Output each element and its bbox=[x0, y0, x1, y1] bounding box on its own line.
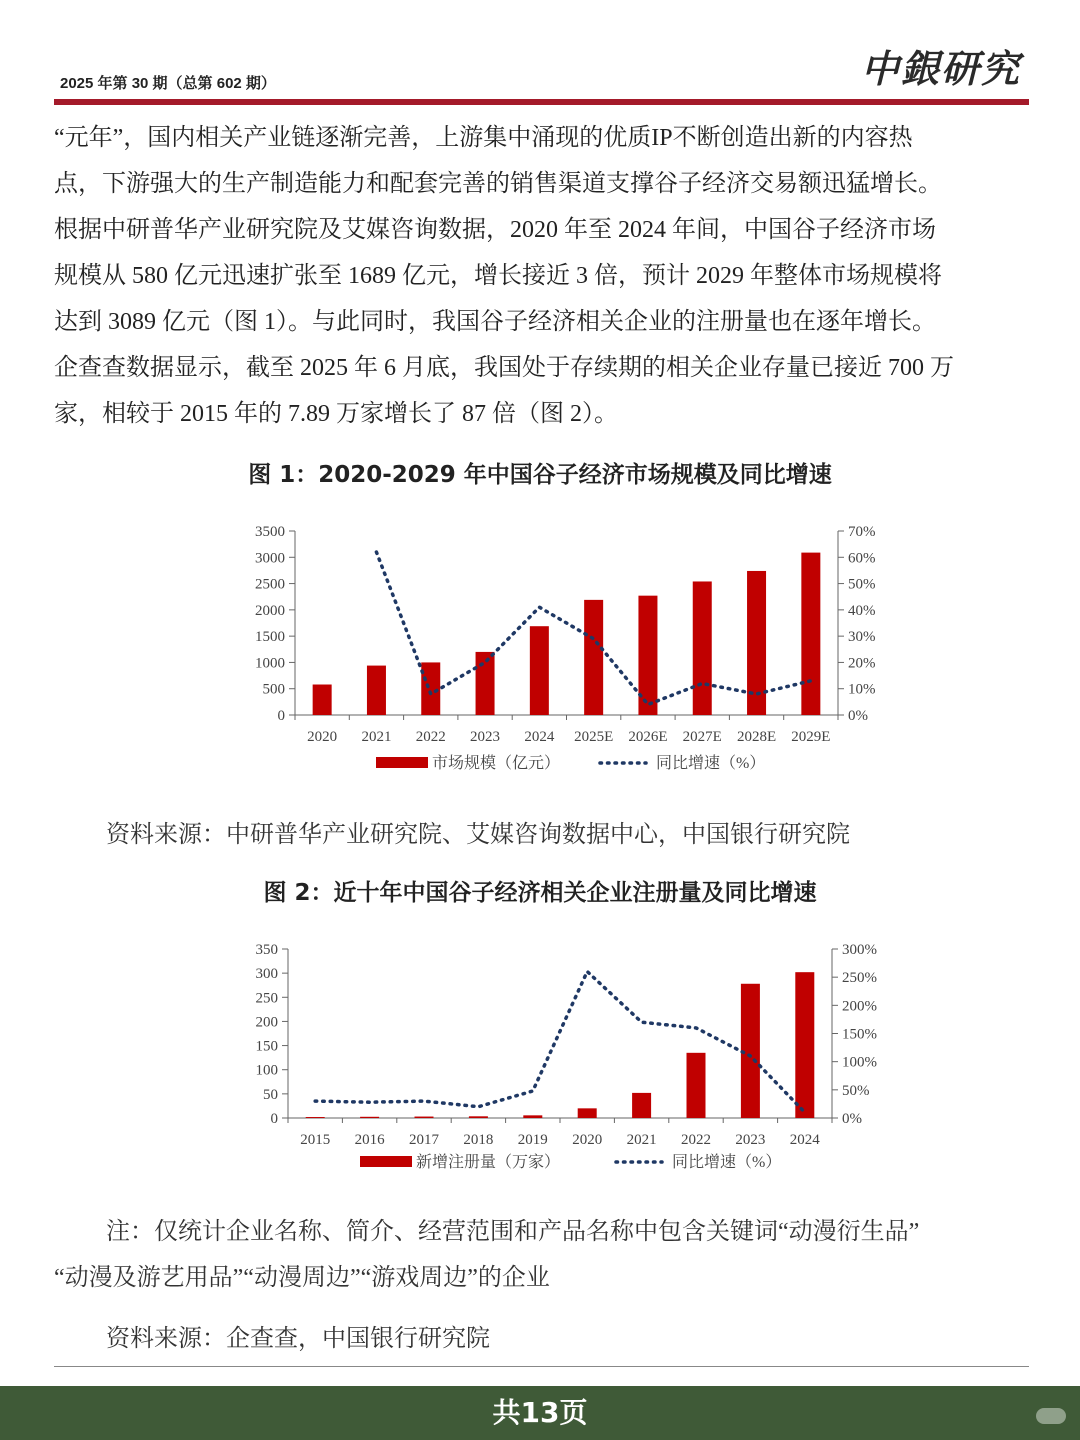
bar bbox=[421, 662, 440, 715]
y-left-tick-label: 50 bbox=[263, 1086, 278, 1103]
bar bbox=[306, 1117, 325, 1118]
y-left-tick-label: 500 bbox=[262, 681, 285, 698]
x-tick-label: 2019 bbox=[517, 1132, 548, 1148]
header-rule bbox=[54, 99, 1029, 105]
legend-line-label: 同比增速（%） bbox=[656, 755, 766, 772]
x-tick-label: 2018 bbox=[463, 1132, 494, 1148]
body-line: 根据中研普华产业研究院及艾媒咨询数据，2020 年至 2024 年间，中国谷子经济市场 bbox=[54, 217, 936, 243]
legend-line-label: 同比增速（%） bbox=[672, 1154, 782, 1171]
figure2-source: 资料来源：企查查，中国银行研究院 bbox=[106, 1326, 490, 1352]
legend-bar-label: 新增注册量（万家） bbox=[416, 1154, 561, 1171]
body-line: 达到 3089 亿元（图 1）。与此同时，我国谷子经济相关企业的注册量也在逐年增长。 bbox=[54, 309, 936, 335]
y-left-tick-label: 3000 bbox=[255, 550, 285, 567]
body-line: 企查查数据显示，截至 2025 年 6 月底，我国处于存续期的相关企业存量已接近 700 万 bbox=[54, 355, 954, 381]
y-right-tick-label: 50% bbox=[842, 1082, 870, 1099]
bar bbox=[360, 1117, 379, 1118]
y-right-tick-label: 20% bbox=[848, 655, 876, 672]
y-right-tick-label: 100% bbox=[842, 1054, 877, 1071]
x-tick-label: 2020 bbox=[572, 1132, 603, 1148]
growth-line bbox=[315, 972, 805, 1113]
y-left-tick-label: 350 bbox=[255, 942, 278, 958]
x-tick-label: 2020 bbox=[307, 729, 338, 745]
y-left-tick-label: 2500 bbox=[255, 576, 285, 593]
x-tick-label: 2021 bbox=[361, 729, 392, 745]
y-right-tick-label: 0% bbox=[848, 708, 868, 724]
note-line: “动漫及游艺用品”“动漫周边”“游戏周边”的企业 bbox=[54, 1265, 550, 1291]
y-right-tick-label: 250% bbox=[842, 970, 877, 987]
y-right-tick-label: 0% bbox=[842, 1111, 862, 1127]
legend-bar-label: 市场规模（亿元） bbox=[432, 755, 561, 772]
body-line: 家，相较于 2015 年的 7.89 万家增长了 87 倍（图 2）。 bbox=[54, 401, 618, 427]
x-tick-label: 2023 bbox=[735, 1132, 766, 1148]
figure2-note bbox=[54, 1209, 1029, 1301]
x-tick-label: 2017 bbox=[409, 1132, 439, 1148]
x-tick-label: 2027E bbox=[682, 729, 722, 745]
bar bbox=[367, 666, 386, 715]
y-right-tick-label: 200% bbox=[842, 998, 877, 1015]
issue-number: 2025 年第 30 期（总第 602 期） bbox=[60, 75, 276, 92]
brand-logo: 中銀研究 bbox=[860, 46, 1021, 91]
note-line: 注：仅统计企业名称、简介、经营范围和产品名称中包含关键词“动漫衍生品” bbox=[106, 1219, 920, 1245]
y-left-tick-label: 1500 bbox=[255, 629, 285, 646]
page-header bbox=[54, 46, 1029, 104]
bar bbox=[476, 652, 495, 715]
y-right-tick-label: 30% bbox=[848, 629, 876, 646]
bar bbox=[530, 626, 549, 715]
x-tick-label: 2022 bbox=[415, 729, 446, 745]
y-right-tick-label: 300% bbox=[842, 942, 877, 958]
bar bbox=[578, 1108, 597, 1118]
bar bbox=[795, 972, 814, 1118]
y-left-tick-label: 2000 bbox=[255, 602, 285, 619]
x-tick-label: 2026E bbox=[628, 729, 668, 745]
figure2-title: 图 2：近十年中国谷子经济相关企业注册量及同比增速 bbox=[263, 880, 817, 906]
y-right-tick-label: 10% bbox=[848, 681, 876, 698]
footer-rule bbox=[54, 1366, 1029, 1367]
x-tick-label: 2024 bbox=[524, 729, 555, 745]
body-line: 点，下游强大的生产制造能力和配套完善的销售渠道支撑谷子经济交易额迅猛增长。 bbox=[54, 171, 942, 197]
y-left-tick-label: 1000 bbox=[255, 655, 285, 672]
figure1-title: 图 1：2020-2029 年中国谷子经济市场规模及同比增速 bbox=[248, 462, 832, 488]
y-right-tick-label: 40% bbox=[848, 602, 876, 619]
bar bbox=[693, 581, 712, 715]
figure2-chart bbox=[0, 925, 1080, 1185]
bar bbox=[469, 1116, 488, 1118]
y-right-tick-label: 50% bbox=[848, 576, 876, 593]
y-left-tick-label: 0 bbox=[277, 708, 285, 724]
x-tick-label: 2028E bbox=[736, 729, 777, 745]
bar bbox=[523, 1115, 542, 1118]
body-paragraph bbox=[54, 115, 1029, 437]
body-line: “元年”，国内相关产业链逐渐完善，上游集中涌现的优质IP不断创造出新的内容热 bbox=[54, 125, 913, 151]
bar bbox=[313, 685, 332, 715]
x-tick-label: 2024 bbox=[789, 1132, 820, 1148]
x-tick-label: 2022 bbox=[681, 1132, 711, 1148]
y-right-tick-label: 70% bbox=[848, 524, 876, 540]
figure1-source: 资料来源：中研普华产业研究院、艾媒咨询数据中心，中国银行研究院 bbox=[106, 822, 850, 848]
bar bbox=[584, 600, 603, 715]
x-tick-label: 2016 bbox=[354, 1132, 385, 1148]
bar bbox=[801, 553, 820, 715]
y-left-tick-label: 300 bbox=[255, 966, 278, 983]
y-left-tick-label: 250 bbox=[255, 990, 278, 1007]
body-line: 规模从 580 亿元迅速扩张至 1689 亿元，增长接近 3 倍，预计 2029 年整体市场规模将 bbox=[54, 263, 942, 289]
legend-bar-swatch bbox=[360, 1156, 412, 1167]
y-left-tick-label: 100 bbox=[255, 1062, 278, 1079]
x-tick-label: 2029E bbox=[791, 729, 831, 745]
y-right-tick-label: 60% bbox=[848, 550, 876, 567]
x-tick-label: 2015 bbox=[300, 1132, 331, 1148]
bar bbox=[687, 1053, 706, 1118]
y-left-tick-label: 150 bbox=[255, 1038, 278, 1055]
y-right-tick-label: 150% bbox=[842, 1026, 877, 1043]
page-count-banner: 共13页 bbox=[0, 1386, 1080, 1440]
y-left-tick-label: 3500 bbox=[255, 524, 285, 540]
y-left-tick-label: 0 bbox=[270, 1111, 278, 1127]
y-left-tick-label: 200 bbox=[255, 1014, 278, 1031]
bar bbox=[632, 1093, 651, 1118]
x-tick-label: 2021 bbox=[626, 1132, 657, 1148]
legend-bar-swatch bbox=[376, 757, 428, 768]
x-tick-label: 2025E bbox=[574, 729, 614, 745]
x-tick-label: 2023 bbox=[470, 729, 501, 745]
watermark-badge bbox=[1036, 1408, 1066, 1424]
figure1-chart bbox=[0, 505, 1080, 795]
bar bbox=[415, 1117, 434, 1118]
